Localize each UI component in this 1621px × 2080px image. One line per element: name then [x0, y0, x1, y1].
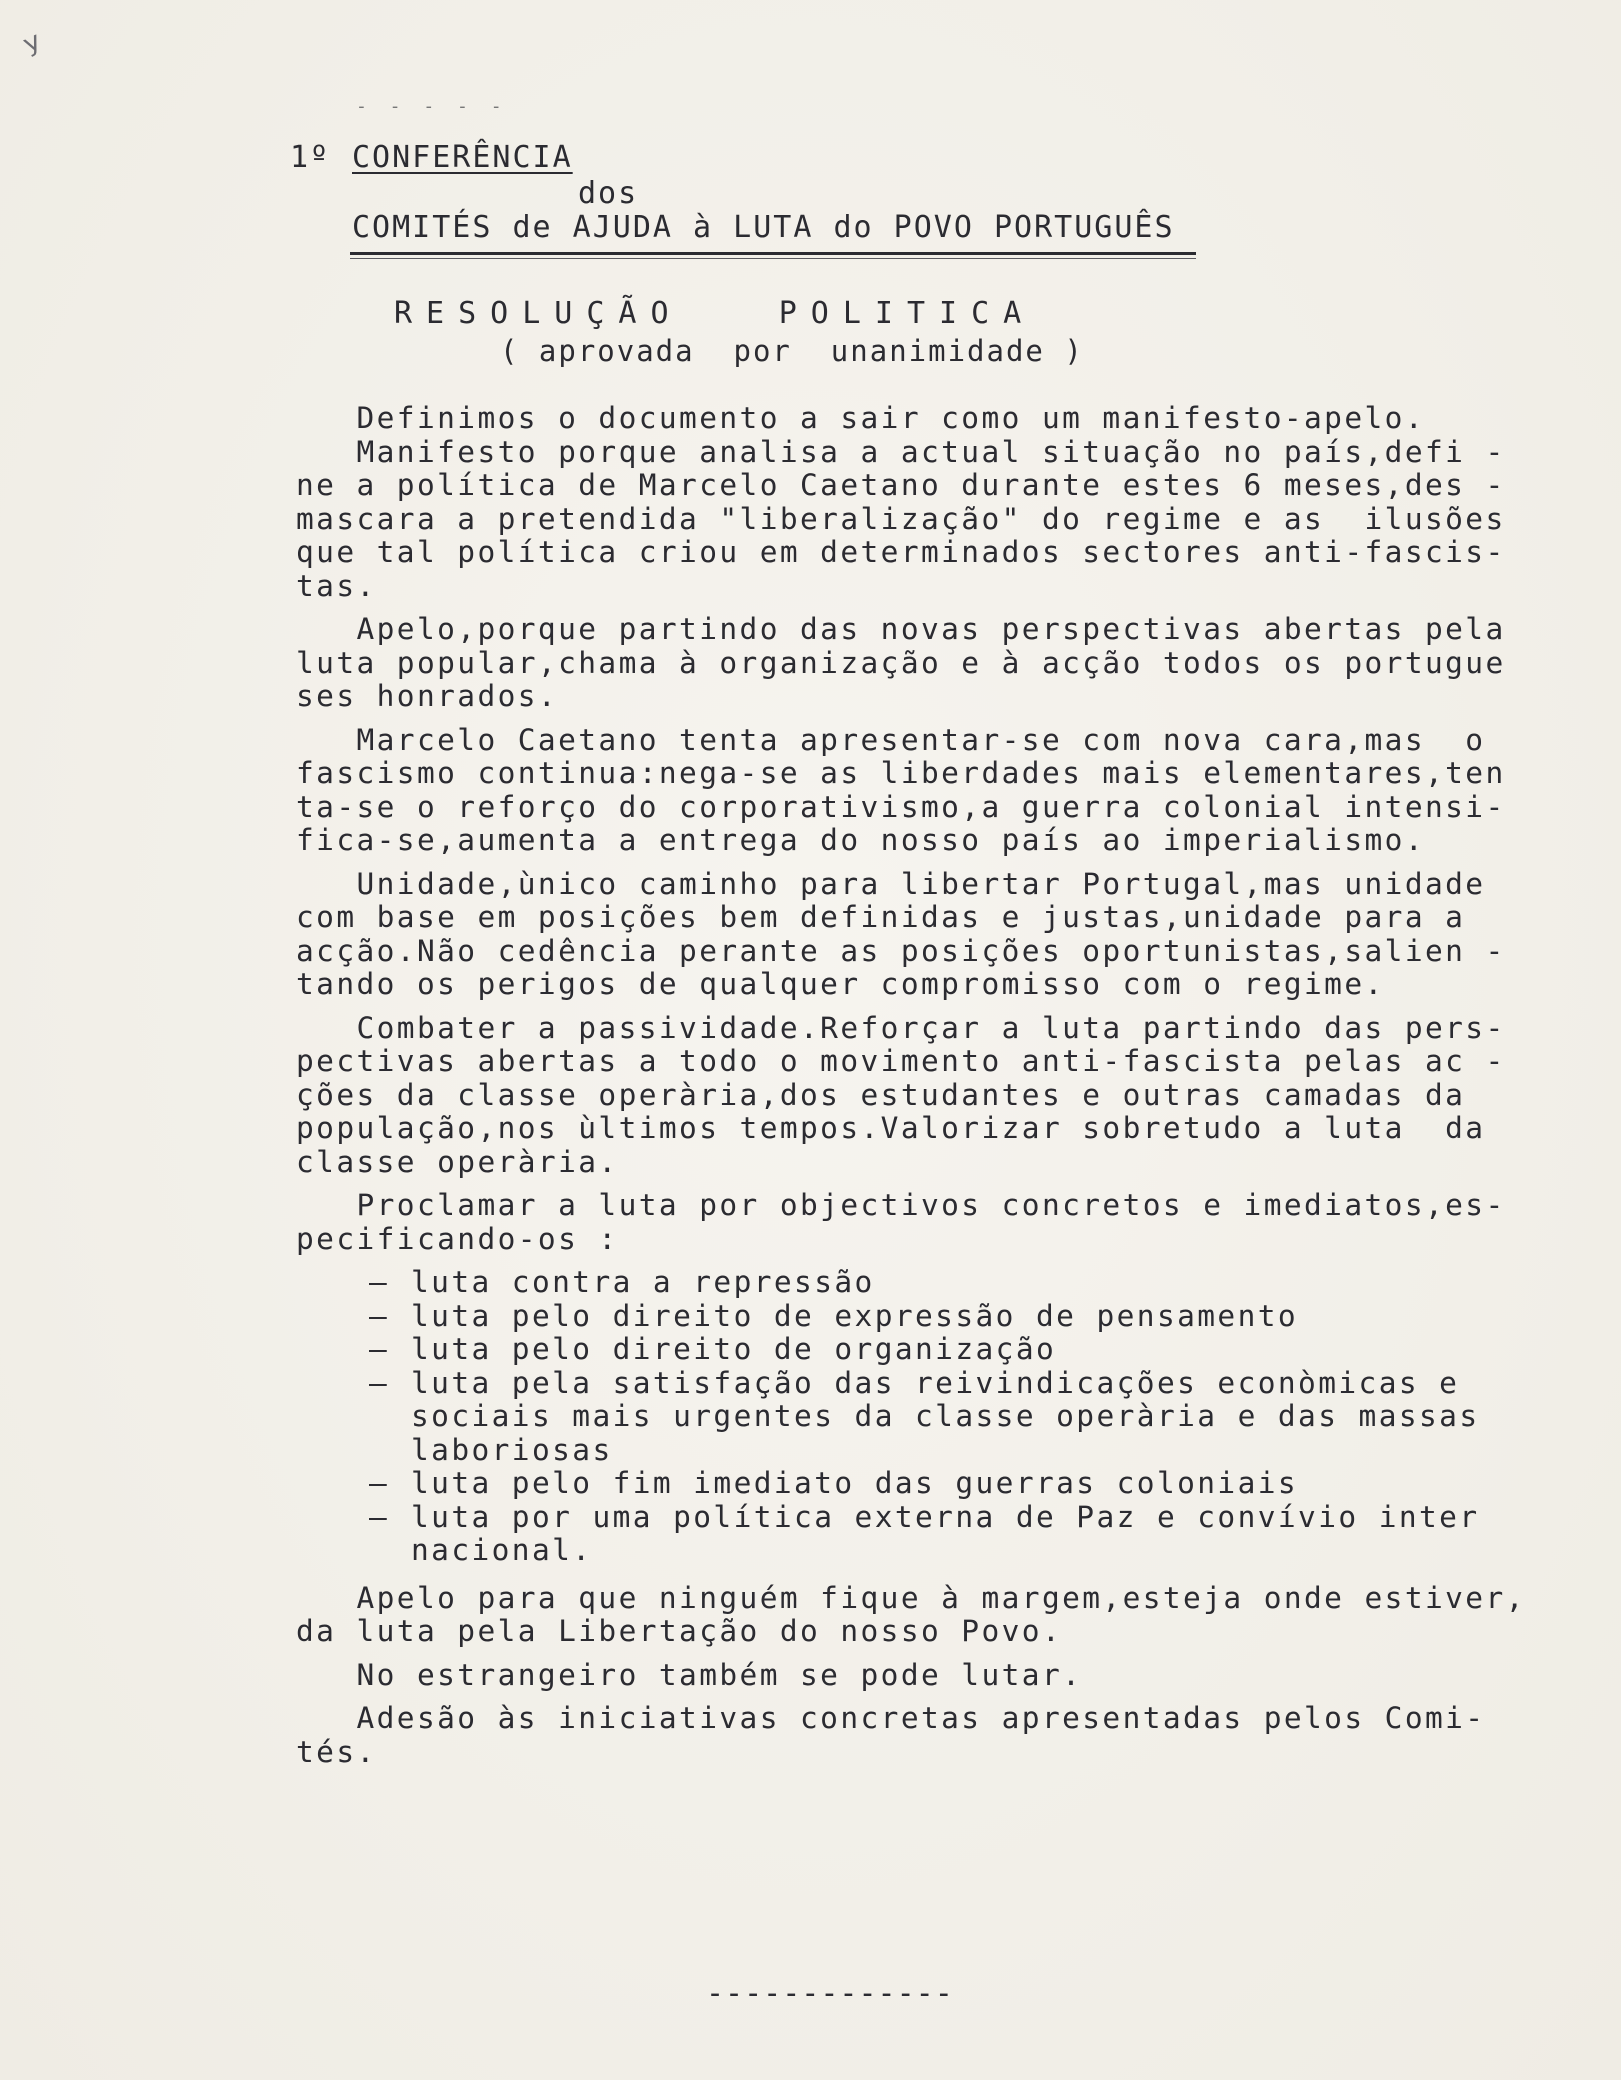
- list-dash: –: [369, 1466, 390, 1500]
- text-line: No estrangeiro também se pode lutar.: [296, 1657, 1083, 1692]
- text-line: ta-se o reforço do corporativismo,a guerra colonial intensi-: [296, 789, 1506, 824]
- list-item: [296, 1333, 1566, 1367]
- committees-heading: COMITÉS de AJUDA à LUTA do POVO PORTUGUÊS: [352, 210, 1175, 245]
- list-item-line: laboriosas: [411, 1432, 613, 1467]
- list-item-line: luta pelo direito de expressão de pensamento: [411, 1298, 1299, 1333]
- closing-rule: -------------: [706, 1976, 954, 2011]
- paragraph: [296, 1702, 1566, 1769]
- list-item-line: nacional.: [411, 1533, 593, 1567]
- conference-heading: CONFERÊNCIA: [352, 140, 573, 175]
- text-line: da luta pela Libertação do nosso Povo.: [296, 1614, 1063, 1648]
- heading-rule-secondary: [350, 258, 1196, 259]
- text-line: Combater a passividade.Reforçar a luta partindo das pers-: [296, 1010, 1506, 1045]
- text-line: Proclamar a luta por objectivos concretos e imediatos,es-: [296, 1188, 1506, 1222]
- text-line: Definimos o documento a sair como um manifesto-apelo.: [296, 401, 1425, 435]
- text-line: ne a política de Marcelo Caetano durante estes 6 meses,des -: [296, 468, 1506, 502]
- text-line: Apelo para que ninguém fique à margem,esteja onde estiver,: [296, 1580, 1526, 1615]
- list-item-line: luta pelo fim imediato das guerras coloniais: [411, 1466, 1299, 1500]
- heading-rule: [350, 252, 1196, 255]
- text-line: mascara a pretendida "liberalização" do regime e as ilusões: [296, 501, 1506, 536]
- text-line: acção.Não cedência perante as posições oportunistas,salien -: [296, 933, 1506, 968]
- text-line: população,nos ùltimos tempos.Valorizar sobretudo a luta da: [296, 1111, 1486, 1145]
- document-body: [296, 402, 1566, 1779]
- list-item-line: luta pelo direito de organização: [411, 1332, 1057, 1366]
- text-line: luta popular,chama à organização e à acção todos os portugue: [296, 645, 1506, 680]
- objectives-list: [296, 1266, 1566, 1568]
- text-line: fica-se,aumenta a entrega do nosso país ao imperialismo.: [296, 823, 1425, 857]
- text-line: ses honrados.: [296, 679, 559, 713]
- resolution-subtitle: ( aprovada por unanimidade ): [500, 334, 1084, 368]
- text-line: pecificando-os :: [296, 1221, 619, 1256]
- list-item: [296, 1367, 1566, 1468]
- heading-connector: dos: [578, 176, 639, 211]
- paragraph: [296, 724, 1566, 858]
- text-line: tando os perigos de qualquer compromisso com o regime.: [296, 967, 1385, 1001]
- paragraph: [296, 1659, 1566, 1693]
- list-dash: –: [369, 1332, 390, 1366]
- text-line: com base em posições bem definidas e justas,unidade para a: [296, 900, 1466, 934]
- list-item-line: luta por uma política externa de Paz e convívio inter: [411, 1499, 1480, 1534]
- list-dash: –: [369, 1365, 390, 1400]
- list-dash: –: [369, 1298, 390, 1333]
- list-dash: –: [369, 1499, 390, 1534]
- resolution-title: RESOLUÇÃO POLITICA: [394, 296, 1036, 331]
- conference-number: 1º: [290, 140, 331, 175]
- text-line: tés.: [296, 1734, 377, 1769]
- list-item: [296, 1300, 1566, 1334]
- text-line: fascismo continua:nega-se as liberdades mais elementares,ten: [296, 756, 1506, 790]
- list-dash: –: [369, 1265, 390, 1299]
- paragraph: [296, 1582, 1566, 1649]
- top-dashes: - - - - -: [356, 96, 508, 117]
- text-line: Adesão às iniciativas concretas apresentadas pelos Comi-: [296, 1701, 1486, 1735]
- text-line: Apelo,porque partindo das novas perspectivas abertas pela: [296, 612, 1506, 646]
- list-item: [296, 1266, 1566, 1300]
- paragraph: [296, 402, 1566, 603]
- list-item-line: luta contra a repressão: [411, 1265, 875, 1299]
- text-line: pectivas abertas a todo o movimento anti-fascista pelas ac -: [296, 1044, 1506, 1078]
- text-line: tas.: [296, 568, 377, 603]
- paragraph: [296, 1012, 1566, 1180]
- corner-handwritten-mark: ʸ: [12, 20, 59, 79]
- text-line: classe operària.: [296, 1144, 619, 1179]
- paragraph: [296, 613, 1566, 714]
- paragraph: [296, 868, 1566, 1002]
- text-line: que tal política criou em determinados sectores anti-fascis-: [296, 535, 1506, 569]
- list-item-line: luta pela satisfação das reivindicações econòmicas e: [411, 1365, 1460, 1400]
- list-item: [296, 1467, 1566, 1501]
- text-line: Unidade,ùnico caminho para libertar Portugal,mas unidade: [296, 866, 1486, 901]
- list-item-line: sociais mais urgentes da classe operària e das massas: [411, 1399, 1480, 1433]
- text-line: ções da classe operària,dos estudantes e outras camadas da: [296, 1077, 1466, 1112]
- text-line: Manifesto porque analisa a actual situação no país,defi -: [296, 434, 1506, 469]
- list-item: [296, 1501, 1566, 1568]
- paragraph: [296, 1189, 1566, 1256]
- text-line: Marcelo Caetano tenta apresentar-se com nova cara,mas o: [296, 722, 1486, 757]
